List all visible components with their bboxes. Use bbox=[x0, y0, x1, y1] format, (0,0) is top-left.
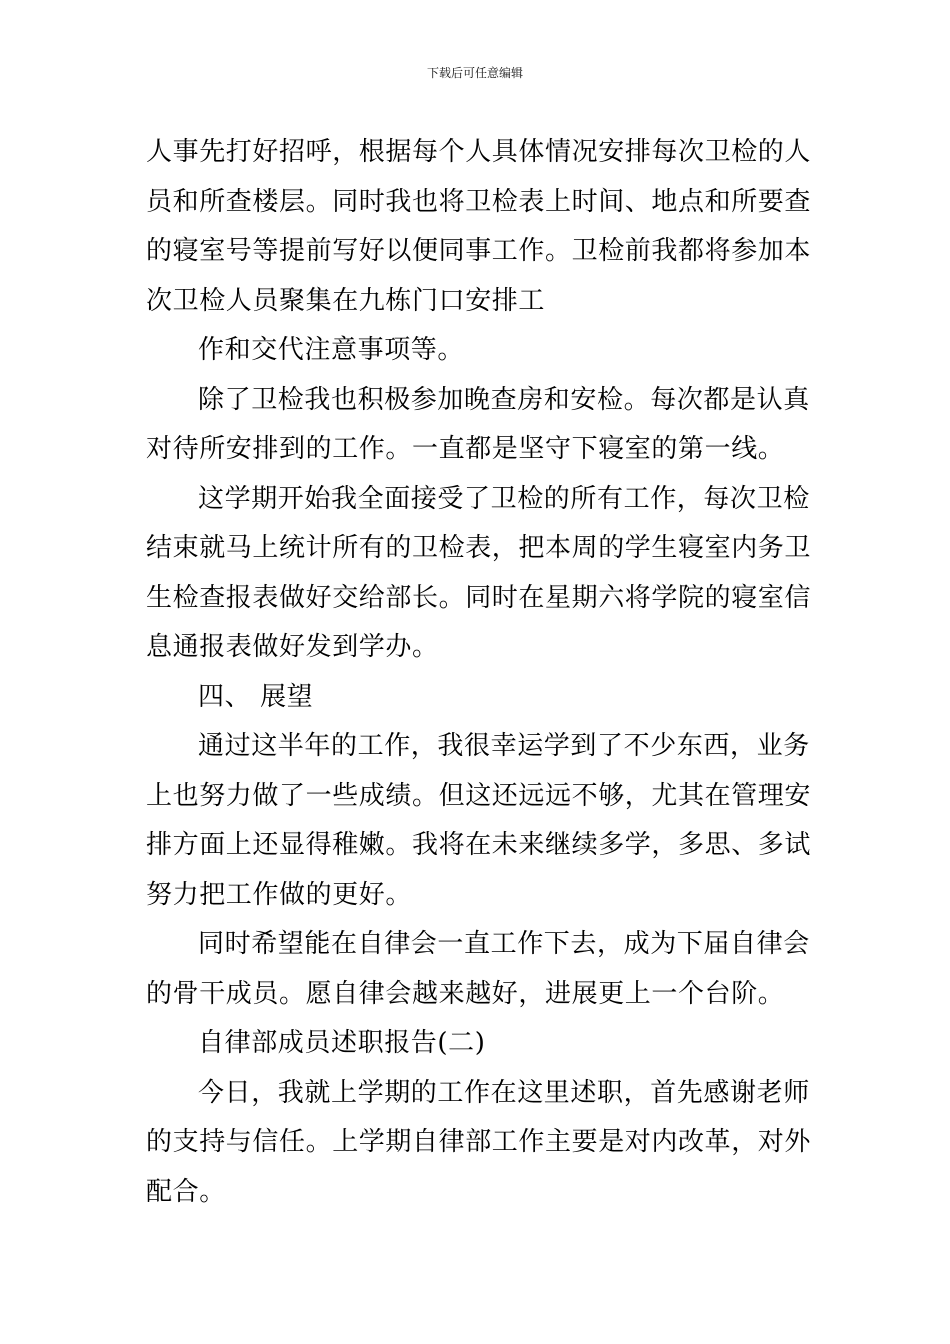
text-line: 次卫检人员聚集在九栋门口安排工 bbox=[146, 285, 546, 316]
text-line: 上也努力做了一些成绩。但这还远远不够，尤其在管理安 bbox=[146, 780, 812, 811]
text-line: 结束就马上统计所有的卫检表，把本周的学生寝室内务卫 bbox=[146, 533, 812, 563]
text-line: 排方面上还显得稚嫩。我将在未来继续多学，多思、多试 bbox=[146, 830, 812, 860]
text-line: 生检查报表做好交给部长。同时在星期六将学院的寝室信 bbox=[146, 582, 812, 613]
text-line: 的支持与信任。上学期自律部工作主要是对内改革，对外 bbox=[146, 1127, 812, 1157]
text-line: 今日，我就上学期的工作在这里述职，首先感谢老师 bbox=[198, 1077, 810, 1108]
text-line: 的寝室号等提前写好以便同事工作。卫检前我都将参加本 bbox=[146, 236, 812, 266]
text-line: 通过这半年的工作，我很幸运学到了不少东西，业务 bbox=[198, 731, 810, 761]
text-line: 配合。 bbox=[146, 1176, 226, 1207]
text-line: 这学期开始我全面接受了卫检的所有工作，每次卫检 bbox=[198, 483, 810, 514]
text-line: 努力把工作做的更好。 bbox=[146, 879, 413, 910]
text-line: 作和交代注意事项等。 bbox=[198, 335, 465, 365]
text-line: 对待所安排到的工作。一直都是坚守下寝室的第一线。 bbox=[146, 434, 785, 464]
document-body bbox=[146, 128, 810, 1217]
text-line: 的骨干成员。愿自律会越来越好，进展更上一个台阶。 bbox=[146, 978, 785, 1009]
text-line: 息通报表做好发到学办。 bbox=[146, 632, 439, 662]
section-heading: 四、 展望 bbox=[198, 681, 314, 712]
report-title: 自律部成员述职报告(二) bbox=[198, 1028, 486, 1058]
page-header: 下载后可任意编辑 bbox=[426, 66, 523, 80]
text-line: 员和所查楼层。同时我也将卫检表上时间、地点和所要查 bbox=[146, 186, 812, 217]
text-line: 同时希望能在自律会一直工作下去，成为下届自律会 bbox=[198, 929, 810, 959]
text-line: 除了卫检我也积极参加晚查房和安检。每次都是认真 bbox=[198, 384, 810, 415]
text-line: 人事先打好招呼，根据每个人具体情况安排每次卫检的人 bbox=[146, 137, 812, 167]
